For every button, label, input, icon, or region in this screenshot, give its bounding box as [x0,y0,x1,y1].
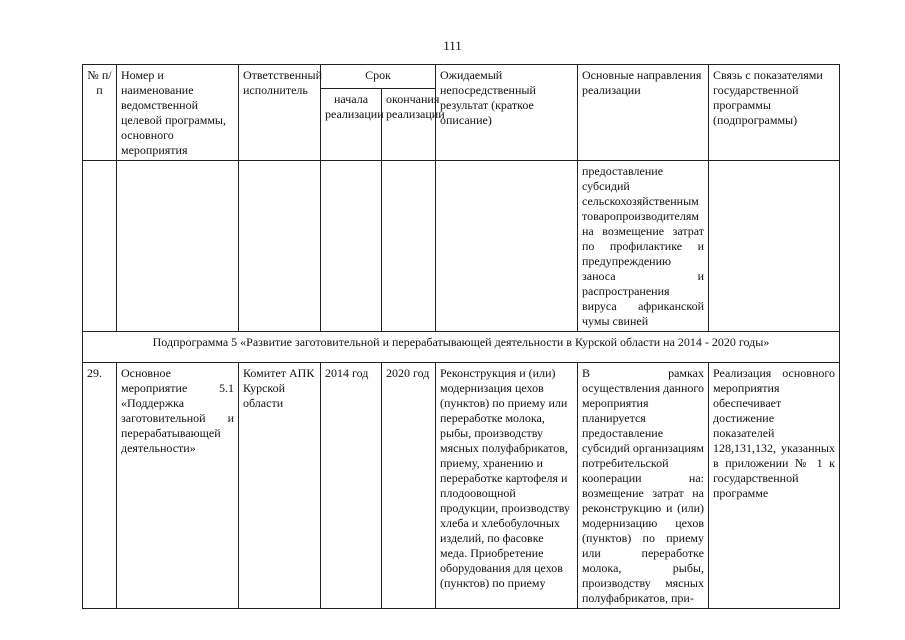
cell-empty [117,161,239,332]
row-start: 2014 год [321,363,382,609]
program-table [82,64,840,609]
cell-empty [83,161,117,332]
cell-empty [321,161,382,332]
header-name: Номер и наименование ведомственной целевой программы, основного мероприятия [117,65,239,161]
cell-empty [436,161,578,332]
header-result: Ожидаемый непосредственный результат (краткое описание) [436,65,578,161]
header-directions: Основные направления реализации [578,65,709,161]
header-responsible: Ответственный исполнитель [239,65,321,161]
subprogram-title: Подпрограмма 5 «Развитие заготовительной и перерабатывающей деятельности в Курской области на 2014 - 2020 годы» [83,332,840,363]
header-start: начала реализации [321,89,382,161]
page-number: 111 [443,38,462,53]
cell-empty [709,161,840,332]
row-name: Основное мероприятие 5.1 «Поддержка заготовительной и перерабатывающей деятельности» [117,363,239,609]
cell-empty [382,161,436,332]
row-num: 29. [83,363,117,609]
header-term: Срок [321,65,436,89]
table-row [83,363,840,609]
row-responsible: Комитет АПК Курской области [239,363,321,609]
header-num: № п/п [83,65,117,161]
header-link: Связь с показателями государственной программы (подпрограммы) [709,65,840,161]
cell-empty [239,161,321,332]
continuation-directions: предоставление субсидий сельскохозяйственным товаропроизводителям на возмещение затрат по профилактике и предупреждению заноса и распространения вируса африканской чумы свиней [578,161,709,332]
header-row [83,65,840,89]
header-end: окончания реализации [382,89,436,161]
continuation-row [83,161,840,332]
row-result: Реконструкция и (или) модернизация цехов (пунктов) по приему или переработке молока, рыбы, производству мясных полуфабрикатов, приему, хранению и переработке картофеля и плодоовощной продукции, производству хлеба и хлебобулочных изделий, по фасовке меда. Приобретение оборудования для цехов (пунктов) по приему [436,363,578,609]
row-link: Реализация основного мероприятия обеспечивает достижение показателей 128,131,132, указанных в приложении № 1 к государственной программе [709,363,840,609]
subprogram-row [83,332,840,363]
row-directions: В рамках осуществления данного мероприятия планируется предоставление субсидий организациям потребительской кооперации на: возмещение затрат на реконструкцию и (или) модернизацию цехов (пунктов) по приему или переработке молока, рыбы, производству мясных полуфабрикатов, при- [578,363,709,609]
row-end: 2020 год [382,363,436,609]
